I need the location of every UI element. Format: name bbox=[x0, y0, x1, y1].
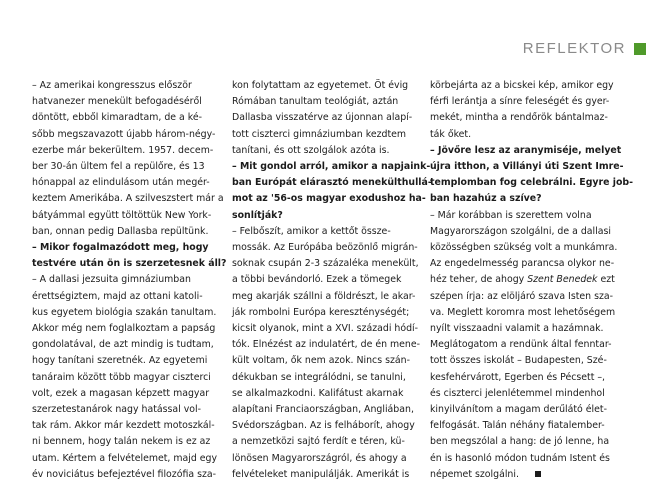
text-line: mossák. Az Európába beözönlő migrán- bbox=[232, 242, 418, 254]
text-line: Magyarországon szolgálni, de a dallasi bbox=[430, 225, 611, 237]
text-line: Dallasba visszatérve az újonnan alapí- bbox=[232, 112, 413, 124]
text-line: Svédországban. Az is felháborít, ahogy bbox=[232, 420, 415, 432]
section-title: REFLEKTOR bbox=[522, 40, 626, 57]
text-line: a többi bevándorló. Ezek a tömegek bbox=[232, 274, 402, 286]
text-line: – Az amerikai kongresszus először bbox=[32, 80, 192, 91]
section-header bbox=[523, 40, 646, 57]
text-line: Akkor még nem foglalkoztam a papság bbox=[32, 323, 216, 335]
text-line: kon folytattam az egyetemet. Öt évig bbox=[232, 80, 409, 91]
text-line: mekét, mintha a rendőrök bántalmaz- bbox=[430, 112, 608, 124]
text-line: sőbb megszavazott újabb három-négy- bbox=[32, 128, 216, 140]
text-line: tott összes iskolát – Budapesten, Szé- bbox=[430, 355, 607, 367]
text-line: felfogását. Talán néhány fiatalember- bbox=[430, 420, 605, 432]
text-line: népemet szolgálni. bbox=[430, 467, 626, 483]
text-line: volt, ezek a magasan képzett magyar bbox=[32, 387, 210, 399]
text-line: és ciszterci jelenlétemmel mindenhol bbox=[430, 387, 605, 399]
question-line: templomban fog celebrálni. Egyre job- bbox=[430, 177, 634, 189]
question-line: testvére után ön is szerzetesnek áll? bbox=[32, 258, 227, 270]
text-line: körbejárta az a bicskei kép, amikor egy bbox=[430, 80, 614, 91]
question-line: mot az '56-os magyar exodushoz ha- bbox=[232, 193, 426, 205]
text-line: férfi lerántja a sínre feleségét és gyer- bbox=[430, 96, 610, 108]
text-line: szépen írja: az elöljáró szava Isten sza- bbox=[430, 290, 614, 302]
text-line: ezerbe már bekerültem. 1957. decem- bbox=[32, 144, 214, 156]
text-line: keztem Amerikába. A szilveszstert már a bbox=[32, 193, 224, 205]
question-line: sonlítják? bbox=[232, 209, 283, 221]
article-end-mark bbox=[535, 471, 541, 477]
question-line: – Jövőre lesz az aranymiséje, melyet bbox=[430, 144, 622, 156]
text-line: a nemzetközi sajtó ferdít e téren, kü- bbox=[232, 436, 405, 448]
text-line: Rómában tanultam teológiát, aztán bbox=[232, 96, 399, 108]
text-line: hogy tanítani szeretnék. Az egyetemi bbox=[32, 355, 208, 367]
text-line: tott ciszterci gimnáziumban kezdtem bbox=[232, 128, 407, 140]
text-line: bátyámmal együtt töltöttük New York- bbox=[32, 209, 212, 221]
text-line: közösségben szükség volt a munkámra. bbox=[430, 242, 618, 254]
text-line: hatvanezer menekült befogadéséről bbox=[32, 96, 202, 108]
text-line: tók. Elnézést az indulatért, de én mene- bbox=[232, 339, 421, 351]
text-line: ber 30-án ültem fel a repülőre, és 13 bbox=[32, 161, 205, 173]
text-line: kesfehérvárott, Egerben és Pécsett –, bbox=[430, 371, 606, 383]
text-line: alapítani Franciaországban, Angliában, bbox=[232, 404, 414, 416]
article-column-3 bbox=[430, 78, 634, 483]
text-line: – Már korábban is szerettem volna bbox=[430, 209, 592, 221]
text-line: tanáraim között több magyar ciszterci bbox=[32, 371, 211, 383]
text-line: – Felbőszít, amikor a kettőt össze- bbox=[232, 225, 391, 237]
article-column-2 bbox=[232, 78, 432, 483]
text-line: kus egyetem biológia szakán tanultam. bbox=[32, 306, 217, 318]
text-line: va. Meglett koromra most lehetőségem bbox=[430, 306, 616, 318]
text-line: gondolatával, de azt mindig is tudtam, bbox=[32, 339, 214, 351]
question-line: újra itthon, a Villányi úti Szent Imre- bbox=[430, 161, 624, 173]
text-line: se alkalmazkodni. Kalifátust akarnak bbox=[232, 387, 404, 399]
text-line: Meglátogatom a rendünk által fenntar- bbox=[430, 339, 612, 351]
question-line: – Mit gondol arról, amikor a napjaink- bbox=[232, 161, 431, 173]
text-line: ban, onnan pedig Dallasba repültünk. bbox=[32, 225, 209, 237]
text-line: év noviciátus befejeztével filozófia sza- bbox=[32, 468, 217, 480]
text-line: tak rám. Akkor már kezdett motoszkál- bbox=[32, 420, 215, 432]
text-line: tanítani, és ott szolgálok azóta is. bbox=[232, 144, 390, 156]
text-line: utam. Kértem a felvételemet, majd egy bbox=[32, 452, 218, 464]
text-line: soknak csupán 2-3 százaléka menekült, bbox=[232, 258, 419, 270]
text-line: szerzetestanárok nagy hatással vol- bbox=[32, 404, 201, 416]
article-column-1 bbox=[32, 78, 228, 483]
question-line: – Mikor fogalmazódott meg, hogy bbox=[32, 242, 209, 254]
text-line: ben megszólal a hang: de jó lenne, ha bbox=[430, 436, 610, 448]
text-line: ni bennem, hogy talán nekem is ez az bbox=[32, 436, 211, 448]
text-line: – A dallasi jezsuita gimnáziumban bbox=[32, 274, 191, 286]
text-line: ják rombolni Európa kereszténységét; bbox=[232, 306, 410, 318]
text-line: én is hasonló módon tudnám Istent és bbox=[430, 452, 610, 464]
text-line: hónappal az elindulásom után megér- bbox=[32, 177, 210, 189]
text-line: felvételeket manipulálják. Amerikát is bbox=[232, 468, 410, 480]
text-line: kicsit olyanok, mint a XVI. századi hódí- bbox=[232, 323, 419, 335]
text-line: lönösen Magyarországról, és ahogy a bbox=[232, 452, 407, 464]
text-line: héz teher, de ahogy Szent Benedek ezt bbox=[430, 274, 615, 286]
text-line: dékukban se integrálódni, se tanulni, bbox=[232, 371, 406, 383]
text-line: ták őket. bbox=[430, 128, 472, 140]
section-marker-square bbox=[634, 43, 646, 55]
text-line: kült voltam, ők nem azok. Nincs szán- bbox=[232, 355, 410, 367]
text-line: döntött, ebből kimaradtam, de a ké- bbox=[32, 112, 202, 124]
text-line: meg akarják szállni a földrészt, le akar- bbox=[232, 290, 416, 302]
text-line: nyílt visszaadni valamit a hazámnak. bbox=[430, 323, 604, 335]
question-line: ban Európát elárasztó menekülthullá- bbox=[232, 177, 432, 189]
question-line: ban hazahúz a szíve? bbox=[430, 193, 542, 205]
text-line: Az engedelmesség parancsa olykor ne- bbox=[430, 258, 615, 270]
text-line: érettségiztem, majd az ottani katoli- bbox=[32, 290, 203, 302]
text-line: kinyilvánítom a magam derűlátó élet- bbox=[430, 404, 607, 416]
